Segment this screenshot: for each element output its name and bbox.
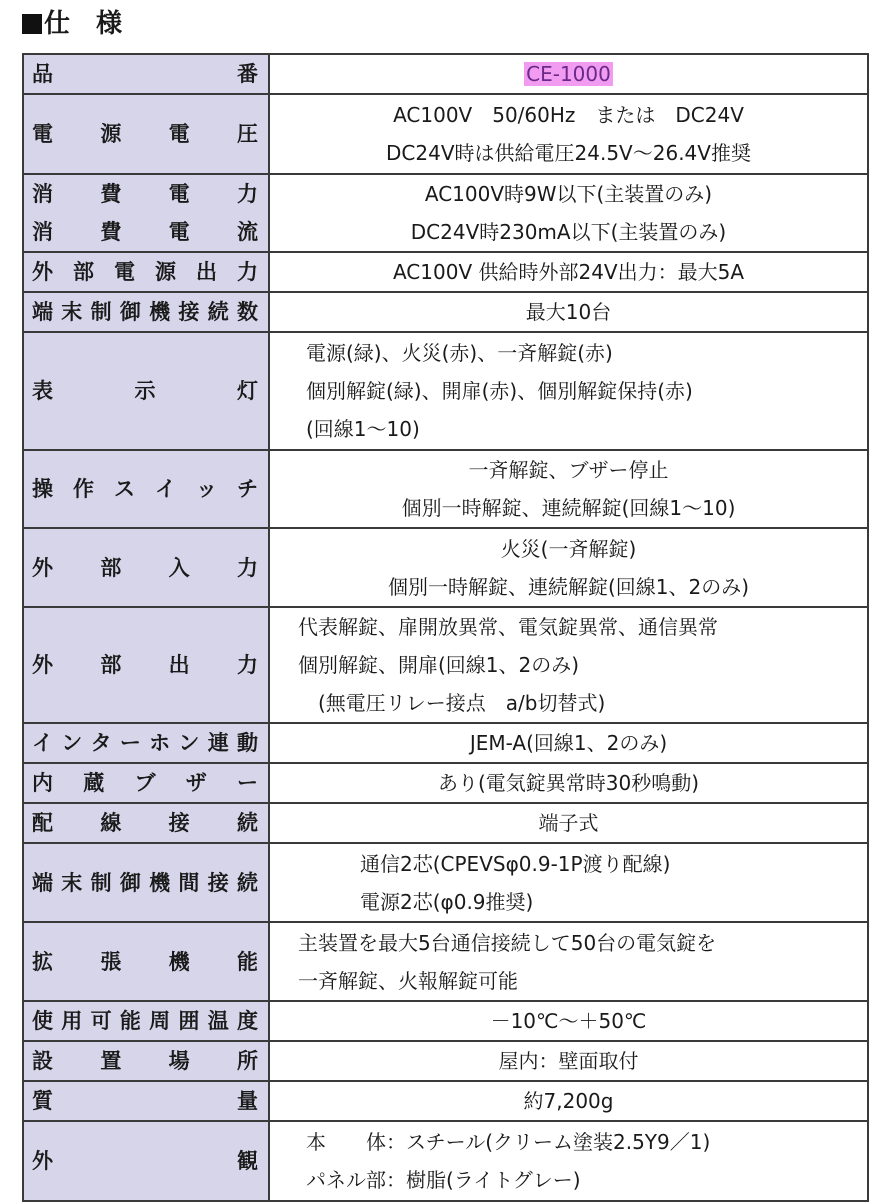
spec-row bbox=[23, 54, 868, 94]
spec-label bbox=[24, 1042, 268, 1080]
spec-label-char: 所 bbox=[236, 1049, 258, 1073]
spec-label-char: 続 bbox=[236, 870, 258, 895]
spec-value-text: DC24V時230mA以下(主装置のみ) bbox=[410, 220, 727, 244]
spec-row bbox=[23, 528, 868, 607]
spec-label-char: 置 bbox=[100, 1049, 122, 1073]
spec-value-line bbox=[270, 253, 867, 291]
spec-value-text: 主装置を最大5台通信接続して50台の電気錠を bbox=[298, 930, 717, 955]
spec-label-char: 力 bbox=[237, 260, 258, 284]
spec-label-char: 連 bbox=[207, 731, 229, 755]
spec-value-line bbox=[270, 55, 867, 93]
spec-value-line bbox=[270, 451, 867, 489]
spec-value bbox=[270, 253, 867, 291]
spec-value-line bbox=[306, 1123, 867, 1161]
spec-value-line bbox=[270, 1082, 867, 1120]
spec-label-char: 外 bbox=[32, 653, 53, 677]
spec-label-char: 電 bbox=[168, 122, 190, 146]
spec-row bbox=[23, 450, 868, 528]
spec-value-cell bbox=[269, 1081, 868, 1121]
spec-row bbox=[23, 763, 868, 803]
spec-label-cell bbox=[23, 843, 269, 922]
spec-label-char: 接 bbox=[178, 300, 200, 324]
spec-label-char: 源 bbox=[155, 260, 176, 284]
spec-label-char: 蔵 bbox=[83, 771, 105, 795]
spec-value-line bbox=[306, 372, 867, 410]
spec-label-char: ザ bbox=[185, 771, 207, 795]
spec-value-line bbox=[270, 724, 867, 762]
spec-label-char: 数 bbox=[236, 300, 258, 324]
spec-value-text: 個別一時解錠、連続解錠(回線1、2のみ) bbox=[387, 574, 750, 599]
spec-value-text: AC100V時9W以下(主装置のみ) bbox=[424, 182, 713, 206]
spec-value-cell bbox=[269, 763, 868, 803]
spec-label-char: 動 bbox=[236, 731, 258, 755]
spec-label-char: 囲 bbox=[178, 1009, 200, 1033]
spec-value-line bbox=[298, 684, 867, 722]
spec-value-cell bbox=[269, 922, 868, 1001]
spec-label-char: 続 bbox=[236, 811, 258, 835]
spec-label-char: 費 bbox=[100, 220, 122, 244]
spec-value-line bbox=[270, 568, 867, 606]
spec-label-char: 接 bbox=[207, 870, 229, 895]
spec-value-text: AC100V 50/60Hz または DC24V bbox=[393, 103, 744, 127]
spec-label bbox=[24, 253, 268, 291]
spec-label-char: 出 bbox=[168, 653, 190, 677]
spec-label-char: ー bbox=[237, 771, 258, 795]
spec-label-char: 量 bbox=[237, 1089, 258, 1113]
spec-value-text: あり(電気錠異常時30秒鳴動) bbox=[437, 771, 700, 795]
spec-label-char: 設 bbox=[32, 1049, 53, 1073]
spec-row bbox=[23, 843, 868, 922]
spec-label bbox=[24, 804, 268, 842]
spec-label-char: ス bbox=[114, 477, 135, 501]
spec-value-text: パネル部：樹脂(ライトグレー) bbox=[306, 1168, 581, 1192]
spec-label-cell bbox=[23, 763, 269, 803]
spec-value-line bbox=[270, 489, 867, 527]
spec-value bbox=[270, 1042, 867, 1080]
spec-label-cell bbox=[23, 1121, 269, 1201]
spec-row bbox=[23, 1041, 868, 1081]
spec-value bbox=[270, 764, 867, 802]
spec-value-cell bbox=[269, 54, 868, 94]
spec-label-char: 外 bbox=[32, 260, 53, 284]
spec-label-char: 電 bbox=[114, 260, 135, 284]
spec-label-char: タ bbox=[90, 731, 112, 755]
spec-value-line bbox=[270, 1002, 867, 1040]
section-title bbox=[22, 6, 122, 42]
spec-value-text: 個別一時解錠、連続解錠(回線1～10) bbox=[401, 496, 736, 520]
spec-row bbox=[23, 292, 868, 332]
spec-label-char: 制 bbox=[90, 870, 112, 895]
spec-label-char: 端 bbox=[32, 870, 53, 895]
spec-label-char: 質 bbox=[32, 1089, 53, 1113]
spec-value-line bbox=[360, 883, 867, 921]
spec-label-cell bbox=[23, 528, 269, 607]
spec-value-text: 火災(一斉解錠) bbox=[500, 536, 637, 561]
spec-label-char: 部 bbox=[73, 260, 94, 284]
spec-label-char: 使 bbox=[32, 1009, 53, 1033]
spec-value-text: 端子式 bbox=[538, 811, 599, 835]
spec-label bbox=[24, 115, 268, 153]
spec-label-char: 端 bbox=[32, 300, 53, 324]
spec-table bbox=[22, 53, 869, 1202]
spec-value-line bbox=[270, 213, 867, 251]
spec-value-line bbox=[298, 608, 867, 646]
spec-value-text: 本 体：スチール(クリーム塗装2.5Y9／1) bbox=[306, 1130, 711, 1154]
spec-value-line bbox=[270, 134, 867, 172]
spec-label bbox=[24, 1142, 268, 1180]
spec-label-char: 接 bbox=[168, 811, 190, 835]
spec-label-char: イ bbox=[155, 477, 176, 501]
spec-row bbox=[23, 723, 868, 763]
spec-label bbox=[24, 943, 268, 981]
spec-label bbox=[24, 175, 268, 251]
spec-value-cell bbox=[269, 803, 868, 843]
spec-label-char: 番 bbox=[237, 62, 258, 86]
spec-label-char: 制 bbox=[90, 300, 112, 324]
spec-label-char: 末 bbox=[61, 870, 83, 895]
spec-value-line bbox=[306, 1161, 867, 1199]
spec-label-cell bbox=[23, 803, 269, 843]
spec-row bbox=[23, 94, 868, 174]
spec-label-char: 機 bbox=[149, 300, 171, 324]
spec-label-char: 線 bbox=[100, 811, 122, 835]
spec-label bbox=[24, 372, 268, 410]
spec-value-line bbox=[270, 764, 867, 802]
spec-value-text: 一斉解錠、ブザー停止 bbox=[468, 458, 669, 482]
spec-label-char: チ bbox=[237, 477, 258, 501]
spec-value-text: 代表解錠、扉開放異常、電気錠異常、通信異常 bbox=[298, 615, 718, 639]
spec-value-cell bbox=[269, 94, 868, 174]
spec-value-text: 電源2芯(φ0.9推奨) bbox=[360, 889, 534, 914]
spec-value-text: AC100V 供給時外部24V出力：最大5A bbox=[392, 260, 745, 284]
spec-label-char: 観 bbox=[237, 1149, 258, 1173]
spec-label-char: 周 bbox=[149, 1009, 171, 1033]
spec-value-line bbox=[298, 646, 867, 684]
spec-label-cell bbox=[23, 332, 269, 450]
spec-row bbox=[23, 1121, 868, 1201]
spec-label-cell bbox=[23, 922, 269, 1001]
spec-value-line bbox=[298, 962, 867, 1000]
spec-value bbox=[270, 845, 867, 921]
spec-label-char: ブ bbox=[134, 771, 156, 795]
spec-value-cell bbox=[269, 1041, 868, 1081]
spec-value-text: (回線1～10) bbox=[306, 417, 420, 441]
spec-row bbox=[23, 803, 868, 843]
spec-value-text: 電源(緑)、火災(赤)、一斉解錠(赤) bbox=[306, 341, 613, 365]
spec-row bbox=[23, 607, 868, 723]
spec-label-line bbox=[32, 175, 258, 213]
black-square-icon bbox=[22, 14, 42, 34]
spec-table-body bbox=[23, 54, 868, 1201]
spec-label-char: 張 bbox=[100, 949, 122, 974]
spec-value-cell bbox=[269, 528, 868, 607]
spec-label-char: 圧 bbox=[236, 122, 258, 146]
spec-value bbox=[270, 55, 867, 93]
spec-label bbox=[24, 1082, 268, 1120]
spec-label-cell bbox=[23, 1001, 269, 1041]
spec-label-cell bbox=[23, 607, 269, 723]
spec-label-char: 配 bbox=[32, 811, 53, 835]
spec-value bbox=[270, 924, 867, 1000]
spec-value-cell bbox=[269, 292, 868, 332]
spec-value bbox=[270, 175, 867, 251]
spec-label-char: 機 bbox=[168, 949, 190, 974]
spec-label-char: ン bbox=[178, 731, 200, 755]
spec-label-cell bbox=[23, 450, 269, 528]
spec-value bbox=[270, 1002, 867, 1040]
spec-value bbox=[270, 530, 867, 606]
spec-label-char: ン bbox=[61, 731, 83, 755]
spec-label-char: 電 bbox=[168, 182, 190, 206]
spec-value-cell bbox=[269, 843, 868, 922]
spec-value-line bbox=[270, 293, 867, 331]
spec-label-cell bbox=[23, 1081, 269, 1121]
spec-label-char: 続 bbox=[207, 300, 229, 324]
spec-label-char: 力 bbox=[236, 653, 258, 677]
spec-label bbox=[24, 470, 268, 508]
spec-label bbox=[24, 55, 268, 93]
spec-value bbox=[270, 96, 867, 172]
spec-value-line bbox=[306, 410, 867, 448]
spec-value bbox=[270, 334, 867, 448]
spec-label-char: 用 bbox=[61, 1009, 83, 1033]
spec-value bbox=[270, 293, 867, 331]
spec-label-char: 電 bbox=[168, 220, 190, 244]
spec-label-line bbox=[32, 213, 258, 251]
spec-value-cell bbox=[269, 607, 868, 723]
spec-value-line bbox=[360, 845, 867, 883]
spec-label-char: 場 bbox=[168, 1049, 190, 1073]
model-number: CE-1000 bbox=[526, 62, 611, 86]
spec-row bbox=[23, 252, 868, 292]
spec-value-line bbox=[270, 96, 867, 134]
spec-value-text: 個別解錠、開扉(回線1、2のみ) bbox=[298, 653, 580, 677]
spec-label-char: 力 bbox=[236, 182, 258, 206]
spec-value-line bbox=[270, 1042, 867, 1080]
spec-label-char: 源 bbox=[100, 122, 122, 146]
spec-label-cell bbox=[23, 252, 269, 292]
spec-label-char: 消 bbox=[32, 182, 53, 206]
spec-value-text: JEM-A(回線1、2のみ) bbox=[469, 731, 668, 755]
spec-label-char: 部 bbox=[100, 555, 122, 580]
spec-value-line bbox=[306, 334, 867, 372]
spec-value-text: (無電圧リレー接点 a/b切替式) bbox=[298, 691, 606, 715]
spec-row bbox=[23, 174, 868, 252]
spec-label bbox=[24, 549, 268, 587]
spec-value-cell bbox=[269, 332, 868, 450]
spec-value-cell bbox=[269, 252, 868, 292]
spec-value-cell bbox=[269, 1121, 868, 1201]
spec-label bbox=[24, 293, 268, 331]
spec-label-char: 御 bbox=[119, 300, 141, 324]
section-title-text: 仕 様 bbox=[44, 9, 123, 39]
spec-label-char: 流 bbox=[236, 220, 258, 244]
spec-value-line bbox=[270, 804, 867, 842]
spec-label-char: 表 bbox=[32, 379, 53, 403]
spec-value-text: 通信2芯(CPEVSφ0.9-1P渡り配線) bbox=[360, 851, 671, 876]
spec-value bbox=[270, 1123, 867, 1199]
spec-label-char: 末 bbox=[61, 300, 83, 324]
spec-label-char: 示 bbox=[134, 379, 156, 403]
spec-value-text: 屋内：壁面取付 bbox=[498, 1049, 639, 1073]
spec-label-char: 温 bbox=[207, 1009, 229, 1033]
spec-label-char: 可 bbox=[90, 1009, 112, 1033]
spec-label-char: 間 bbox=[178, 870, 200, 895]
spec-label-cell bbox=[23, 1041, 269, 1081]
spec-label-char: 電 bbox=[32, 122, 53, 146]
spec-value-text: 約7,200g bbox=[523, 1089, 614, 1113]
spec-label bbox=[24, 646, 268, 684]
spec-label-char: イ bbox=[32, 731, 53, 755]
spec-label-char: 度 bbox=[236, 1009, 258, 1033]
spec-label-char: 外 bbox=[32, 1149, 53, 1173]
spec-label-char: 外 bbox=[32, 555, 53, 580]
spec-row bbox=[23, 332, 868, 450]
spec-value-text: －10℃～＋50℃ bbox=[490, 1009, 647, 1033]
spec-label-char: 御 bbox=[119, 870, 141, 895]
spec-label-char: 操 bbox=[32, 477, 53, 501]
spec-label-char: 機 bbox=[149, 870, 171, 895]
spec-value-text: 最大10台 bbox=[525, 300, 612, 324]
spec-label-char: ー bbox=[119, 731, 141, 755]
spec-value bbox=[270, 451, 867, 527]
spec-label-cell bbox=[23, 54, 269, 94]
spec-value-text: DC24V時は供給電圧24.5V～26.4V推奨 bbox=[386, 141, 751, 165]
spec-label bbox=[24, 764, 268, 802]
spec-value bbox=[270, 804, 867, 842]
spec-row bbox=[23, 1081, 868, 1121]
spec-label-char: 費 bbox=[100, 182, 122, 206]
spec-value-text: 一斉解錠、火報解錠可能 bbox=[298, 968, 518, 993]
spec-value-line bbox=[270, 175, 867, 213]
spec-value-text: 個別解錠(緑)、開扉(赤)、個別解錠保持(赤) bbox=[306, 379, 693, 403]
spec-label-cell bbox=[23, 94, 269, 174]
spec-label-char: 拡 bbox=[32, 949, 53, 974]
spec-label-char: 出 bbox=[196, 260, 217, 284]
spec-value-line bbox=[270, 530, 867, 568]
spec-label-cell bbox=[23, 723, 269, 763]
spec-value bbox=[270, 724, 867, 762]
spec-value-cell bbox=[269, 1001, 868, 1041]
spec-label-cell bbox=[23, 174, 269, 252]
spec-label-char: 灯 bbox=[237, 379, 258, 403]
spec-label-char: 内 bbox=[32, 771, 53, 795]
spec-label bbox=[24, 724, 268, 762]
spec-label-cell bbox=[23, 292, 269, 332]
spec-label-char: 品 bbox=[32, 62, 53, 86]
spec-label-char: 力 bbox=[236, 555, 258, 580]
spec-label-char: 部 bbox=[100, 653, 122, 677]
spec-row bbox=[23, 1001, 868, 1041]
spec-value bbox=[270, 1082, 867, 1120]
spec-label-char: 作 bbox=[73, 477, 94, 501]
spec-value-line bbox=[298, 924, 867, 962]
spec-row bbox=[23, 922, 868, 1001]
spec-value-cell bbox=[269, 450, 868, 528]
spec-label-char: ホ bbox=[149, 731, 171, 755]
spec-value bbox=[270, 608, 867, 722]
spec-value-cell bbox=[269, 723, 868, 763]
spec-label-char: 能 bbox=[236, 949, 258, 974]
spec-label-char: 能 bbox=[119, 1009, 141, 1033]
spec-label-char: 入 bbox=[168, 555, 190, 580]
spec-label bbox=[24, 1002, 268, 1040]
spec-label-char: 消 bbox=[32, 220, 53, 244]
spec-value-cell bbox=[269, 174, 868, 252]
spec-label-char: ッ bbox=[196, 477, 217, 501]
spec-label bbox=[24, 864, 268, 902]
